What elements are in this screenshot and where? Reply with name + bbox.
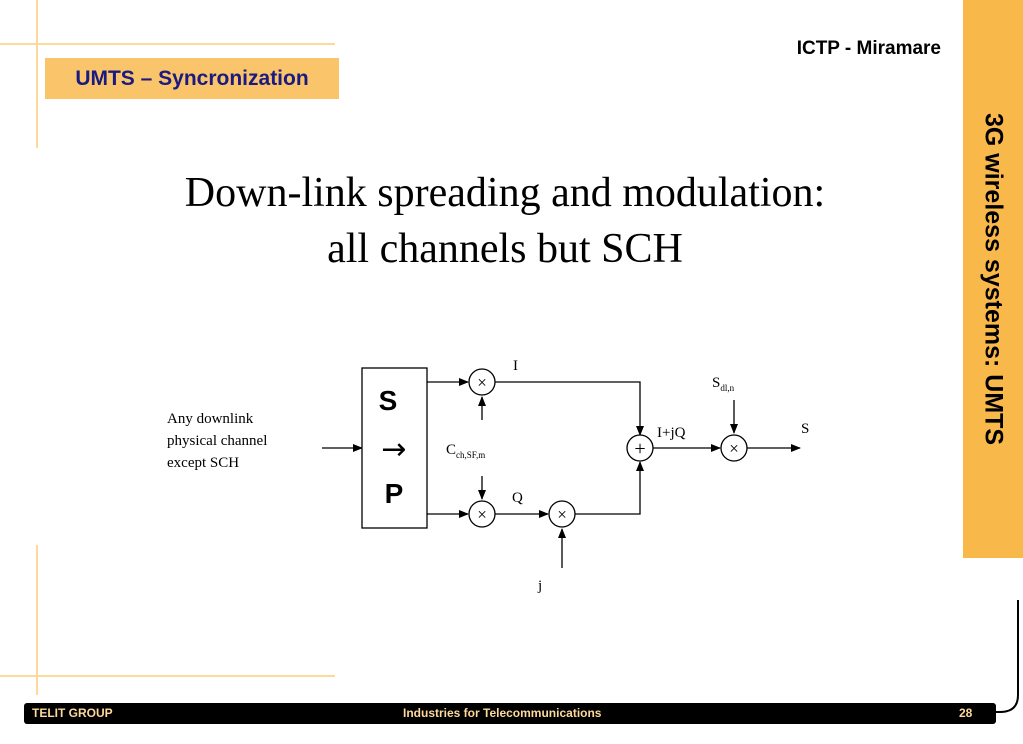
label-sum: I+jQ <box>657 425 686 441</box>
slide-title-line1: Down-link spreading and modulation: <box>184 170 826 216</box>
label-output: S <box>801 421 810 437</box>
side-banner-text: 3G wireless systems: UMTS <box>979 112 1008 446</box>
i-to-adder-line <box>495 382 640 435</box>
footer-center-text: Industries for Telecommunications <box>403 706 602 720</box>
q-multiplier-symbol: × <box>477 505 487 524</box>
input-label-line3: except SCH <box>167 455 240 471</box>
adder-symbol: + <box>634 438 646 460</box>
jq-to-adder-line <box>575 462 640 514</box>
label-q: Q <box>512 490 523 506</box>
footer-company: TELIT GROUP <box>32 706 113 720</box>
sp-block-s: S <box>378 385 398 416</box>
footer-curve <box>990 600 1023 720</box>
sp-block-arrow: → <box>381 432 407 467</box>
label-channel-code: $C_{ch,SF,m}$ <box>446 442 486 460</box>
label-scrambling-code: $S_{dl,n}$ <box>712 375 735 393</box>
i-multiplier-symbol: × <box>477 373 487 392</box>
scrambling-multiplier-symbol: × <box>729 439 739 458</box>
label-j: j <box>538 578 543 594</box>
input-label-line2: physical channel <box>167 433 268 449</box>
label-i: I <box>513 358 518 374</box>
j-multiplier-symbol: × <box>557 505 567 524</box>
page-number: 28 <box>959 706 973 720</box>
sp-block-p: P <box>384 478 404 509</box>
input-label-line1: Any downlink <box>167 411 254 427</box>
section-tag: UMTS – Syncronization <box>45 58 339 99</box>
slide-title-line2: all channels but SCH <box>327 226 683 272</box>
header-label: ICTP - Miramare <box>796 38 941 59</box>
